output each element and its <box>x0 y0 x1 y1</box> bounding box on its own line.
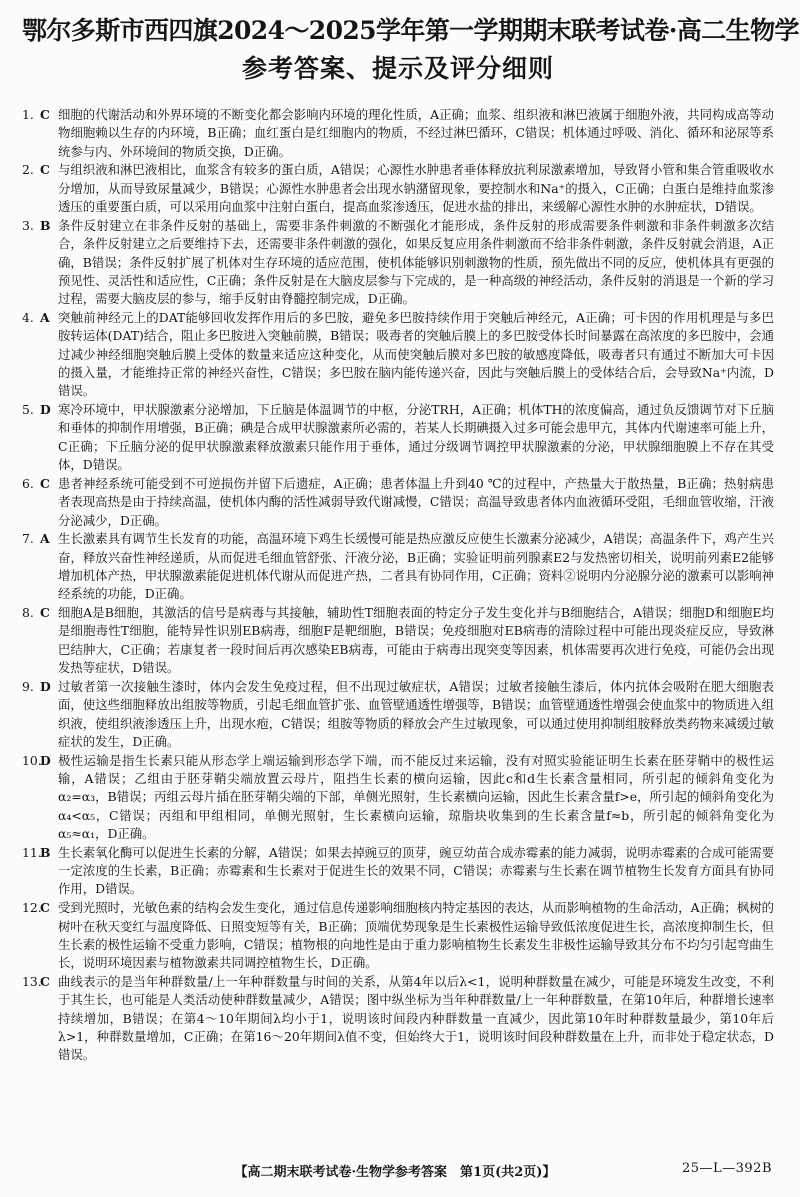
answer-item-11 <box>22 844 774 899</box>
page-footer <box>0 1161 800 1185</box>
answer-letter: C <box>40 900 50 916</box>
answer-list <box>22 106 774 1065</box>
answer-item-6 <box>22 475 774 530</box>
question-number: 10. <box>22 752 42 768</box>
answer-item-7 <box>22 530 774 603</box>
answer-explanation: 细胞的代谢活动和外界环境的不断变化都会影响内环境的理化性质，A正确；血浆、组织液和淋巴液属于细胞外液，共同构成高等动物细胞赖以生存的内环境，B正确；血红蛋白是红细胞内的物质，不经过淋巴循环，C错误；机体通过呼吸、消化、循环和泌尿等系统参与内、外环境间的物质交换，D正确。 <box>58 107 774 159</box>
answer-explanation: 患者神经系统可能受到不可逆损伤并留下后遗症，A正确；患者体温上升到40 ℃的过程中，产热量大于散热量，B正确；热射病患者表现高热是由于持续高温，使机体内酶的活性减弱导致代谢减慢，C错误；高温导致患者体内血液循环受阻，毛细血管收缩，汗液分泌减少，D正确。 <box>58 475 774 528</box>
answer-item-5 <box>22 401 774 474</box>
answer-letter: D <box>40 752 51 768</box>
answer-explanation: 极性运输是指生长素只能从形态学上端运输到形态学下端，而不能反过来运输，没有对照实验能证明生长素在胚芽鞘中的极性运输，A错误；乙组由于胚芽鞘尖端放置云母片，阻挡生长素的横向运输，因此c和d生长素含量相同，所引起的倾斜角变化为α₂=α₃，B错误；丙组云母片插在胚芽鞘尖端的下部，单侧光照射，生长素横向运输，因此生长素含量f>e，所引起的倾斜角变化为α₄<α₅，C错误；丙组和甲组相同，单侧光照射，生长素横向运输，琼脂块收集到的生长素含量f≈b，所引起的倾斜角变化为α₅≈α₁，D正确。 <box>58 752 774 841</box>
answer-explanation: 曲线表示的是当年种群数量/上一年种群数量与时间的关系，从第4年以后λ<1，说明种群数量在减少，可能是环境发生改变，不利于其生长，也可能是人类活动使种群数量减少，A错误；图中纵坐标为当年种群数量/上一年种群数量，在第10年后，种群增长速率持续增加，B错误；在第4～10年期间λ均小于1，说明该时间段内种群数量一直减少，因此第10年时种群数量最少，第10年后λ>1，种群数量增加，C正确；在第16～20年期间λ值不变，但始终大于1，说明该时间段种群数量在上升，而非处于稳定状态，D错误。 <box>58 974 774 1063</box>
answer-explanation: 寒冷环境中，甲状腺激素分泌增加，下丘脑是体温调节的中枢，分泌TRH，A正确；机体TH的浓度偏高，通过负反馈调节对下丘脑和垂体的抑制作用增强，B正确；碘是合成甲状腺激素所必需的，若某人长期碘摄入过多可能会患甲亢，其体内代谢速率可能上升，C正确；下丘脑分泌的促甲状腺激素释放激素只能作用于垂体，通过分级调节调控甲状腺激素的分泌，甲状腺细胞膜上不存在其受体，D错误。 <box>58 402 774 473</box>
answer-item-4 <box>22 309 774 400</box>
answer-item-10 <box>22 752 774 843</box>
question-number: 2. <box>22 162 34 178</box>
question-number: 13. <box>22 974 42 990</box>
answer-item-13 <box>22 973 774 1064</box>
question-number: 5. <box>22 402 34 418</box>
answer-letter: B <box>40 844 51 860</box>
answer-letter: A <box>40 310 50 326</box>
answer-item-12 <box>22 899 774 972</box>
answer-explanation: 受到光照时，光敏色素的结构会发生变化，通过信息传递影响细胞核内特定基因的表达，从而影响植物的生命活动，A正确；枫树的树叶在秋天变红与温度降低、日照变短等有关，B正确；顶端优势现象是生长素极性运输导致低浓度促进生长，高浓度抑制生长，但生长素的极性运输不受重力影响，C错误；植物根的向地性是由于重力影响植物生长素发生非极性运输导致其分布不均匀引起弯曲生长，说明环境因素与植物激素共同调控植物生长，D正确。 <box>58 900 774 971</box>
answer-letter: C <box>40 974 50 990</box>
answer-item-9 <box>22 678 774 751</box>
footer-page-label: 【高二期末联考试卷·生物学参考答案 第1页(共2页)】 <box>234 1165 556 1180</box>
question-number: 11. <box>22 844 42 860</box>
question-number: 7. <box>22 531 34 547</box>
question-number: 1. <box>22 107 34 122</box>
answer-explanation: 与组织液和淋巴液相比，血浆含有较多的蛋白质，A错误；心源性水肿患者垂体释放抗利尿激素增加，导致肾小管和集合管重吸收水分增加，从而导致尿量减少，B错误；心源性水肿患者会出现水钠潴留现象，要控制水和Na⁺的摄入，C正确；白蛋白是维持血浆渗透压的重要蛋白质，可以采用向血浆中注射白蛋白，提高血浆渗透压，促进水盐的排出，来缓解心源性水肿的水肿症状，D错误。 <box>58 162 774 215</box>
answer-letter: B <box>40 217 51 233</box>
answer-letter: A <box>40 531 50 547</box>
question-number: 6. <box>22 475 34 491</box>
answer-item-2 <box>22 161 774 216</box>
question-number: 9. <box>22 678 34 694</box>
question-number: 3. <box>22 217 34 233</box>
answer-explanation: 生长素氧化酶可以促进生长素的分解，A错误；如果去掉豌豆的顶芽，豌豆幼苗合成赤霉素的能力减弱，说明赤霉素的合成可能需要一定浓度的生长素，B正确；赤霉素和生长素对于促进生长的效果不同，C错误；赤霉素与生长素在调节植物生长发育方面具有协同作用，D错误。 <box>58 844 774 897</box>
answer-item-1 <box>22 106 774 161</box>
answer-explanation: 突触前神经元上的DAT能够回收发挥作用后的多巴胺，避免多巴胺持续作用于突触后神经元，A正确；可卡因的作用机理是与多巴胺转运体(DAT)结合，阻止多巴胺进入突触前膜，B错误；吸毒者的突触后膜上的多巴胺受体长时间暴露在高浓度的多巴胺中，会通过减少神经细胞突触后膜上受体的数量来适应这种变化，从而使突触后膜对多巴胺的敏感度降低，吸毒者只有通过不断加大可卡因的摄入量，才能维持正常的神经兴奋性，C错误；多巴胺在脑内能传递兴奋，因此与突触后膜上的受体结合后，会导致Na⁺内流，D错误。 <box>58 310 774 399</box>
answer-letter: D <box>40 678 51 694</box>
answer-letter: C <box>40 475 50 491</box>
document-subtitle: 参考答案、提示及评分细则 <box>241 54 554 83</box>
answer-letter: C <box>40 107 50 122</box>
answer-explanation: 细胞A是B细胞，其激活的信号是病毒与其接触，辅助性T细胞表面的特定分子发生变化并与B细胞结合，A错误；细胞D和细胞E均是细胞毒性T细胞，能特异性识别EB病毒，细胞F是靶细胞，B错误；免疫细胞对EB病毒的清除过程中可能出现炎症反应，导致淋巴结肿大，C正确；若康复者一段时间后再次感染EB病毒，可能由于病毒出现突变等因素，机体需要再次进行免疫，可能仍会出现发热等症状，D错误。 <box>58 605 774 676</box>
answer-explanation: 生长激素具有调节生长发育的功能，高温环境下鸡生长缓慢可能是热应激反应使生长激素分泌减少，A错误；高温条件下，鸡产生兴奋，释放兴奋性神经递质，从而促进毛细血管舒张、汗液分泌，B正确；实验证明前列腺素E2与发热密切相关，说明前列素E2能够增加机体产热，甲状腺激素能促进机体代谢从而促进产热，二者具有协同作用，C正确；资料②说明内分泌腺分泌的激素可以影响神经系统的功能，D正确。 <box>58 531 774 602</box>
document-title: 鄂尔多斯市西四旗2024～2025学年第一学期期末联考试卷·高二生物学 <box>22 16 799 45</box>
answer-explanation: 条件反射建立在非条件反射的基础上，需要非条件刺激的不断强化才能形成，条件反射的形成需要条件刺激和非条件刺激多次结合，条件反射建立之后要维持下去，还需要非条件刺激的强化，如果反复应用条件刺激而不给非条件刺激，条件反射就会消退，A正确，B错误；条件反射扩展了机体对生存环境的适应范围，使机体能够识别刺激物的性质，预先做出不同的反应，使机体具有更强的预见性、灵活性和适应性，C正确；条件反射是在大脑皮层参与下完成的，是一种高级的神经活动，条件反射的消退是一个新的学习过程，需要大脑皮层的参与，缩手反射由脊髓控制完成，D正确。 <box>58 217 774 307</box>
answer-item-3 <box>22 217 774 308</box>
footer-exam-code: 25—L—392B <box>681 1161 772 1176</box>
answer-letter: D <box>40 402 51 418</box>
answer-explanation: 过敏者第一次接触生漆时，体内会发生免疫过程，但不出现过敏症状，A错误；过敏者接触生漆后，体内抗体会吸附在肥大细胞表面，使这些细胞释放出组胺等物质，引起毛细血管扩张、血管壁通透性增强等，B错误；血管壁通透性增强会使血浆中的物质进入组织液，使组织液渗透压上升，出现水疱，C错误；组胺等物质的释放会产生过敏现象，可以通过使用抑制组胺释放类药物来减缓过敏症状的发生，D正确。 <box>58 678 774 749</box>
answer-letter: C <box>40 605 50 621</box>
answer-item-8 <box>22 604 774 677</box>
question-number: 8. <box>22 605 34 621</box>
question-number: 12. <box>22 900 42 916</box>
question-number: 4. <box>22 310 34 326</box>
answer-letter: C <box>40 162 50 178</box>
